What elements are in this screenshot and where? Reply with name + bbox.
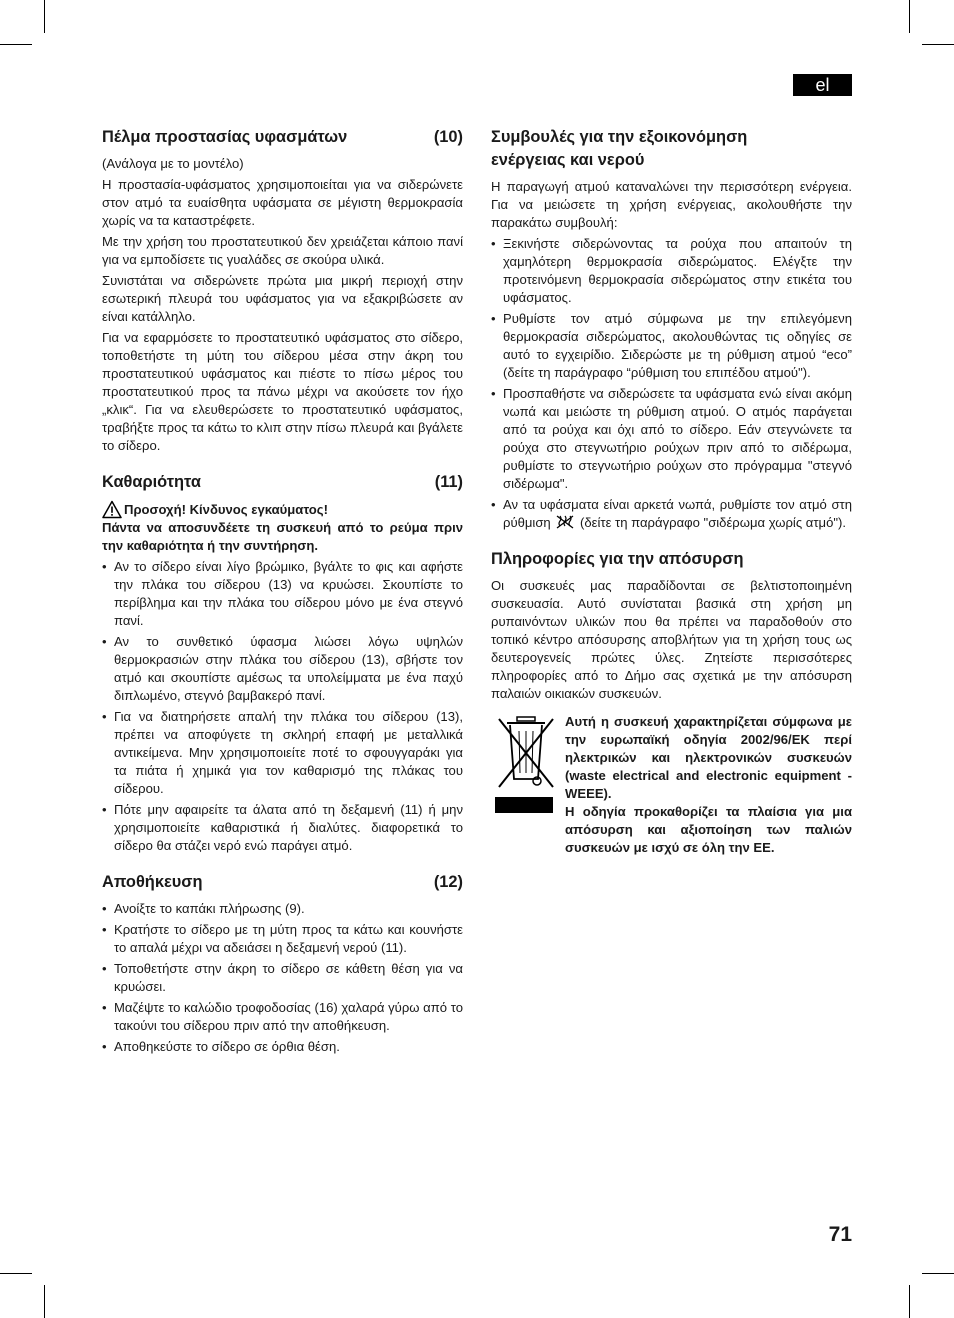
section-heading [102,871,463,894]
crop-mark [909,0,910,33]
paragraph: (Ανάλογα με το μοντέλο) [102,156,244,171]
section-cleaning [102,471,463,855]
list-item: • Για να διατηρήσετε απαλή την πλάκα του σίδερου (13), πρέπει να αποφύγετε τη σκληρή επαφή με μεταλλικά αντικείμενα. Μην χρησιμοποιείτε ποτέ το σφουγγαράκι για τα πιάτα ή χημικά για τον καθαρισμό της πλάκας του σίδερου. [102,708,463,798]
warning-text: Πάντα να αποσυνδέετε τη συσκευή από το ρεύμα πριν την καθαριότητα ή την συντήρηση. [102,520,463,553]
section-storage [102,871,463,1056]
section-number: (10) [433,128,463,146]
list-item: • Ανοίξτε το καπάκι πλήρωσης (9). [102,900,463,918]
paragraph: Η προστασία-υφάσματος χρησιμοποιείται για να σιδερώνετε στον ατμό τα ευαίσθητα υφάσματα σε μέγιστη θερμοκρασία χωρίς να τα καταστρέφετε. [102,177,463,228]
list-item: • Αποθηκεύστε το σίδερο σε όρθια θέση. [102,1038,463,1056]
bullet-list [102,558,463,855]
list-item-text: Αν τα υφάσματα είναι αρκετά νωπά, ρυθμίστε τον ατμό στη ρύθμιση [503,497,852,530]
section-number: (11) [434,473,463,491]
paragraph: Με την χρήση του προστατευτικού δεν χρειάζεται κάποιο πανί για να εμποδίσετε τις γυαλάδες σε σκούρα υλικά. [102,234,463,267]
crop-mark [909,1285,910,1318]
weee-paragraph: Αυτή η συσκευή χαρακτηρίζεται σύμφωνα με την ευρωπαϊκή οδηγία 2002/96/ΕΚ περί ηλεκτρικών και ηλεκτρονικών συσκευών (waste electrical and electronic equipment - WEEE). [565,714,852,801]
warning-title: Προσοχή! Κίνδυνος εγκαύματος! [124,502,328,517]
bullet-list [491,235,852,532]
section-heading [491,548,852,571]
section-heading [491,126,852,172]
bullet-list [102,900,463,1056]
section-title: ενέργειας και νερού [491,151,645,169]
list-item: • Ξεκινήστε σιδερώνοντας τα ρούχα που απαιτούν τη χαμηλότερη θερμοκρασία σιδερώματος. Ελέγξτε την προτεινόμενη θερμοκρασία σιδερώματος στην ετικέτα του υφάσματος. [491,235,852,307]
list-item: • Αν το σίδερο είναι λίγο βρώμικο, βγάλτε το φις και αφήστε την πλάκα του σίδερου (13) να κρυώσει. Σκουπίστε το περίβλημα και την πλάκα του σίδερου μόνο με ένα στεγνό πανί. [102,558,463,630]
right-column [491,126,852,873]
section-title: Συμβουλές για την εξοικονόμηση [491,128,748,146]
paragraph: Οι συσκευές μας παραδίδονται σε βελτιστοποιημένη συσκευασία. Αυτό συνίσταται βασικά στη χρήση μη ρυπαινόντων υλικών που θα πρέπει να παραδοθούν στο τοπικό κέντρο απόσυρσης αποβλήτων για τη χρήση τους ως δευτερογενείς πρώτες ύλες. Ζητείστε περισσότερες πληροφορίες από το Δήμο σας σχετικά με την απόσυρση παλαιών οικιακών συσκευών. [491,578,852,701]
section-heading [102,126,463,149]
warning-heading [102,500,463,519]
section-title: Αποθήκευση [102,873,203,891]
weee-paragraph: Η οδηγία προκαθορίζει τα πλαίσια για μια απόσυρση και αξιοποίηση των παλιών συσκευών με ισχύ σε όλη την ΕΕ. [565,804,852,855]
crop-mark [0,44,32,45]
list-item: • Μαζέψτε το καλώδιο τροφοδοσίας (16) χαλαρά γύρω από το τακούνι του σίδερου πριν από την αποθήκευση. [102,999,463,1035]
paragraph: Η παραγωγή ατμού καταναλώνει την περισσότερη ενέργεια. Για να μειώσετε τη χρήση ενέργειας, ακολουθήστε την παρακάτω συμβουλή: [491,179,852,230]
list-item: • Αν το συνθετικό ύφασμα λιώσει λόγω υψηλών θερμοκρασιών στην πλάκα του σίδερου (13), σβήστε τον ατμό και σκουπίστε αμέσως τα υπολείμματα με ένα παχύ διπλωμένο, στεγνό βαμβακερό πανί. [102,633,463,705]
left-column [102,126,463,1072]
section-disposal [491,548,852,857]
list-item: • Πότε μην αφαιρείτε τα άλατα από τη δεξαμενή (11) ή μην χρησιμοποιείτε καθαριστικά ή διαλύτες. διαφορετικά το σίδερο θα στάζει νερό ενώ παράγει ατμό. [102,801,463,855]
list-item-text: (δείτε τη παράγραφο "σιδέρωμα χωρίς ατμό"). [580,515,846,530]
list-item: • Ρυθμίστε τον ατμό σύμφωνα με την επιλεγόμενη θερμοκρασία σιδερώματος, ακολουθώντας τις οδηγίες σε αυτό το εγχειρίδιο. Σιδερώστε με τη ρύθμιση ατμού “eco” (δείτε τη παράγραφο “ρύθμιση του επιπέδου ατμού"). [491,310,852,382]
section-heading [102,471,463,494]
section-fabric-protector [102,126,463,455]
crop-mark [0,1273,32,1274]
paragraph: Για να εφαρμόσετε το προστατευτικό υφάσματος στο σίδερο, τοποθετήστε τη μύτη του σίδερου μέσα στην άκρη του προστατευτικού υφάσματος και πιέστε το πίσω μέρος του προστατευτικού προς τα πάνω μέχρι να ακούσετε τον ήχο „κλικ“. Για να ελευθερώσετε το προστατευτικό υφάσματος, τραβήξτε προς τα κάτω το κλιπ στην πίσω πλευρά και βγάλετε το σίδερο. [102,330,463,453]
language-tab: el [793,74,852,96]
list-item: • Κρατήστε το σίδερο με τη μύτη προς τα κάτω και κουνήστε το απαλά μέχρι να αδειάσει η δεξαμενή νερού (11). [102,921,463,957]
weee-notice [491,713,852,857]
crop-mark [922,1273,954,1274]
steam-off-icon [556,515,574,529]
crossed-bin-icon [495,713,557,791]
section-title: Πέλμα προστασίας υφασμάτων [102,128,348,146]
crop-mark [922,44,954,45]
section-energy-saving [491,126,852,532]
paragraph: Συνιστάται να σιδερώνετε πρώτα μια μικρή περιοχή στην εσωτερική πλευρά του υφάσματος για να εξακριβώσετε αν είναι κατάλληλο. [102,273,463,324]
section-number: (12) [433,873,463,891]
page-number: 71 [828,1223,852,1246]
weee-bar [495,797,553,813]
crop-mark [44,1285,45,1318]
list-item: • Προσπαθήστε να σιδερώσετε τα υφάσματα ενώ είναι ακόμη νωπά και μειώστε τη ρύθμιση ατμού. Ο ατμός παράγεται από τα ρούχα και όχι από το σίδερο. Εάν στεγνώνετε τα ρούχα στο στεγνωτήριο ρούχων πριν από το σιδέρωμα, ρυθμίστε το στεγνωτήριο ρούχων στο πρόγραμμα "στεγνό σιδέρωμα". [491,385,852,493]
section-title: Καθαριότητα [102,473,201,491]
section-title: Πληροφορίες για την απόσυρση [491,550,744,568]
warning-triangle-icon [102,500,122,519]
list-item [491,496,852,532]
crop-mark [44,0,45,33]
list-item: • Τοποθετήστε στην άκρη το σίδερο σε κάθετη θέση για να κρυώσει. [102,960,463,996]
